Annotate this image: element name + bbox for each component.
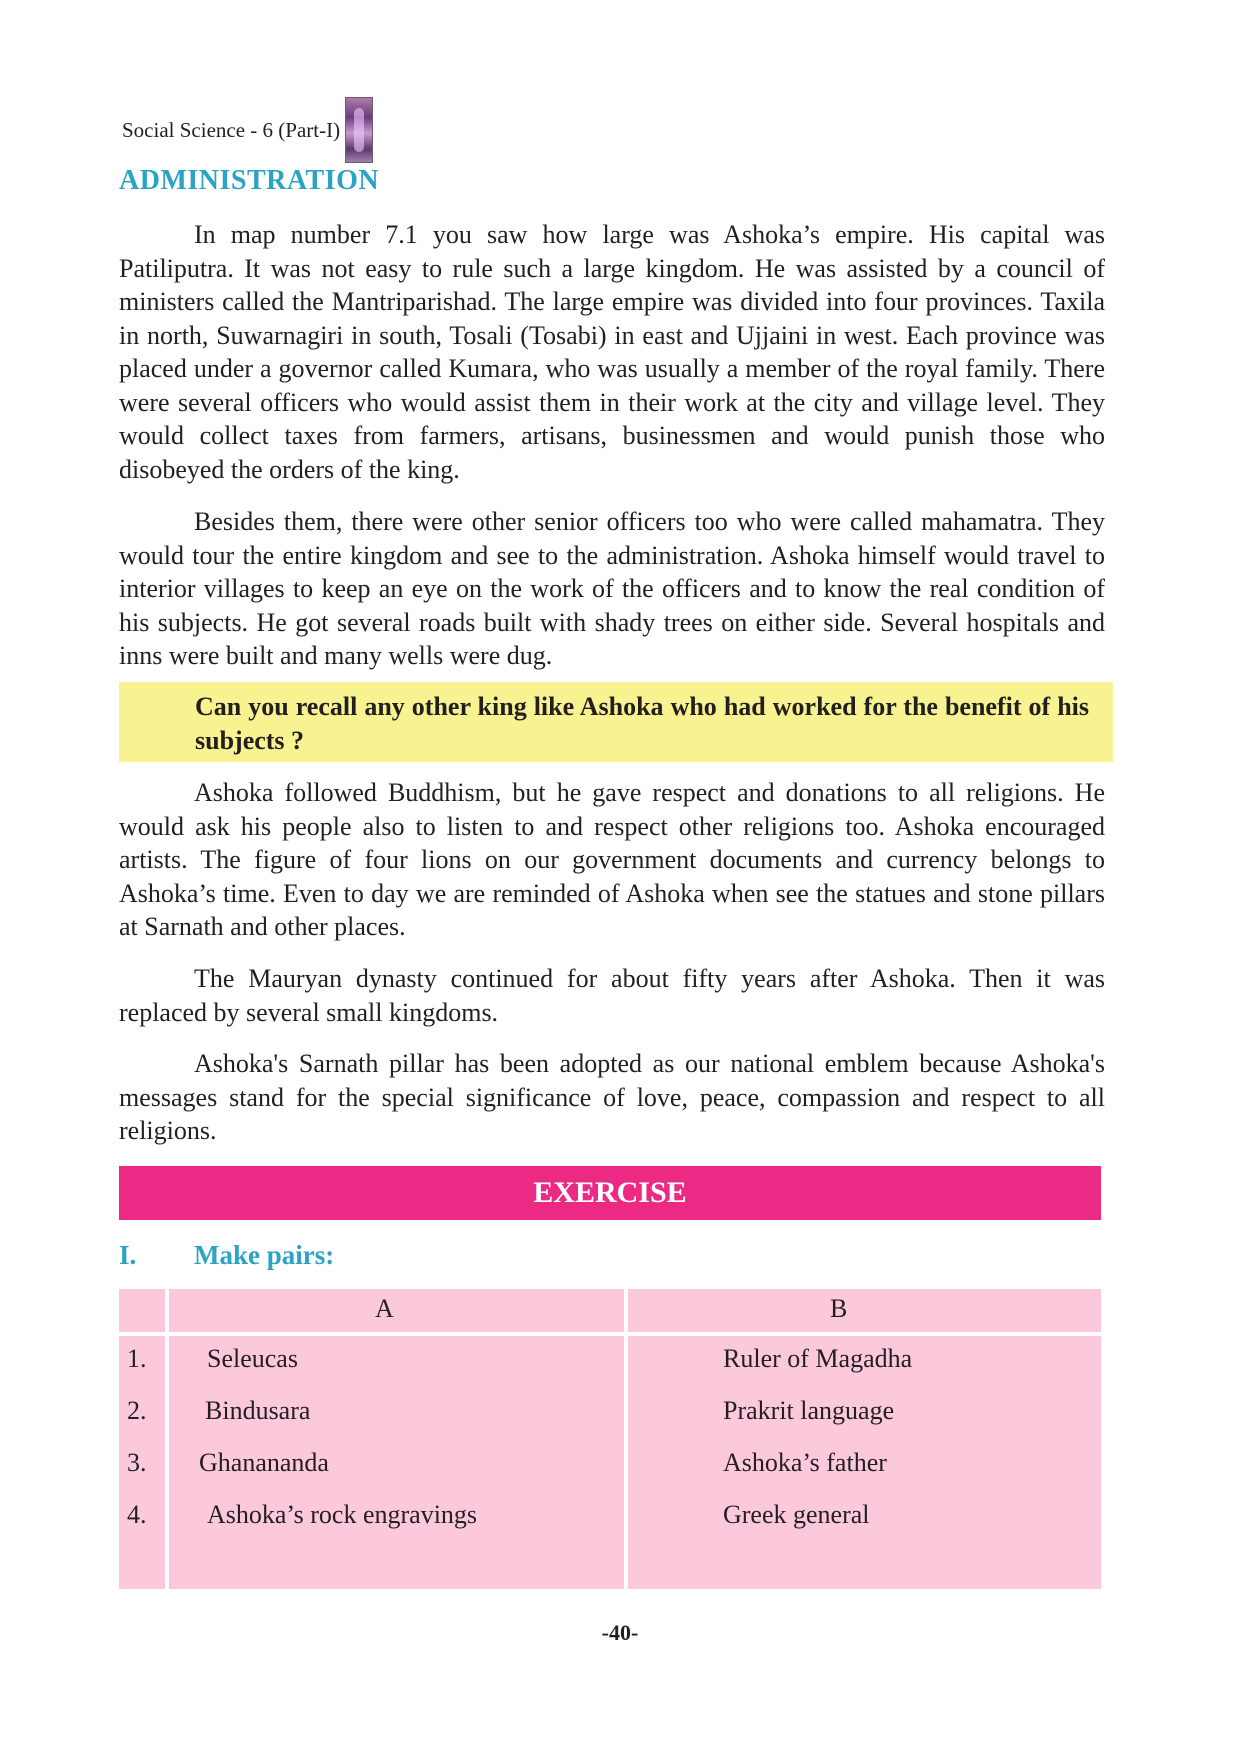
paragraph-4: The Mauryan dynasty continued for about fifty years after Ashoka. Then it was replaced by several small kingdoms. — [119, 964, 1105, 1027]
table-cell-b: Prakrit language — [723, 1396, 895, 1425]
table-cell-b: Ashoka’s father — [723, 1448, 887, 1477]
row-number: 4. — [127, 1500, 147, 1529]
row-number: 1. — [127, 1344, 147, 1373]
table-cell-b: Ruler of Magadha — [723, 1344, 913, 1373]
row-number: 3. — [127, 1448, 147, 1477]
table-cell-b: Greek general — [723, 1500, 870, 1529]
exercise-heading: EXERCISE — [119, 1166, 1101, 1220]
column-header-a: A — [375, 1294, 394, 1323]
table-cell-a: Bindusara — [205, 1396, 311, 1425]
table-header-divider — [119, 1332, 1101, 1336]
question-box — [119, 682, 1113, 762]
ashoka-emblem-icon — [345, 97, 373, 163]
exercise-section-number: I. — [119, 1240, 137, 1270]
section-heading: ADMINISTRATION — [119, 165, 380, 196]
paragraph-3: Ashoka followed Buddhism, but he gave respect and donations to all religions. He would ask his people also to listen to and respect other religions too. Ashoka encouraged artists. The figure of four lions on our government documents and currency belongs to Ashoka’s time. Even to day we are reminded of Ashoka when see the statues and stone pillars at Sarnath and other places. — [119, 778, 1105, 941]
exercise-section-title: Make pairs: — [194, 1240, 335, 1270]
paragraph-1: In map number 7.1 you saw how large was Ashoka’s empire. His capital was Patiliputra. It was not easy to rule such a large kingdom. He was assisted by a council of ministers called the Mantriparishad. The large empire was divided into four provinces. Taxila in north, Suwarnagiri in south, Tosali (Tosabi) in east and Ujjaini in west. Each province was placed under a governor called Kumara, who was usually a member of the royal family. There were several officers who would assist them in their work at the city and village level. They would collect taxes from farmers, artisans, businessmen and would punish those who disobeyed the orders of the king. — [119, 220, 1105, 484]
page-number: -40- — [601, 1620, 639, 1645]
question-text: Can you recall any other king like Ashoka who had worked for the benefit of his subjects ? — [195, 692, 1089, 755]
paragraph-5: Ashoka's Sarnath pillar has been adopted as our national emblem because Ashoka's messages stand for the special significance of love, peace, compassion and respect to all religions. — [119, 1049, 1105, 1145]
make-pairs-table — [119, 1289, 1101, 1589]
column-header-b: B — [830, 1294, 848, 1323]
paragraph-2: Besides them, there were other senior officers too who were called mahamatra. They would tour the entire kingdom and see to the administration. Ashoka himself would travel to interior villages to keep an eye on the work of the officers and to know the real condition of his subjects. He got several roads built with shady trees on either side. Several hospitals and inns were built and many wells were dug. — [119, 507, 1105, 670]
table-cell-a: Ghanananda — [199, 1448, 329, 1477]
page-header — [122, 98, 373, 162]
row-number: 2. — [127, 1396, 147, 1425]
table-cell-a: Seleucas — [207, 1344, 298, 1373]
book-title: Social Science - 6 (Part-I) — [122, 117, 341, 142]
table-cell-a: Ashoka’s rock engravings — [207, 1500, 478, 1529]
